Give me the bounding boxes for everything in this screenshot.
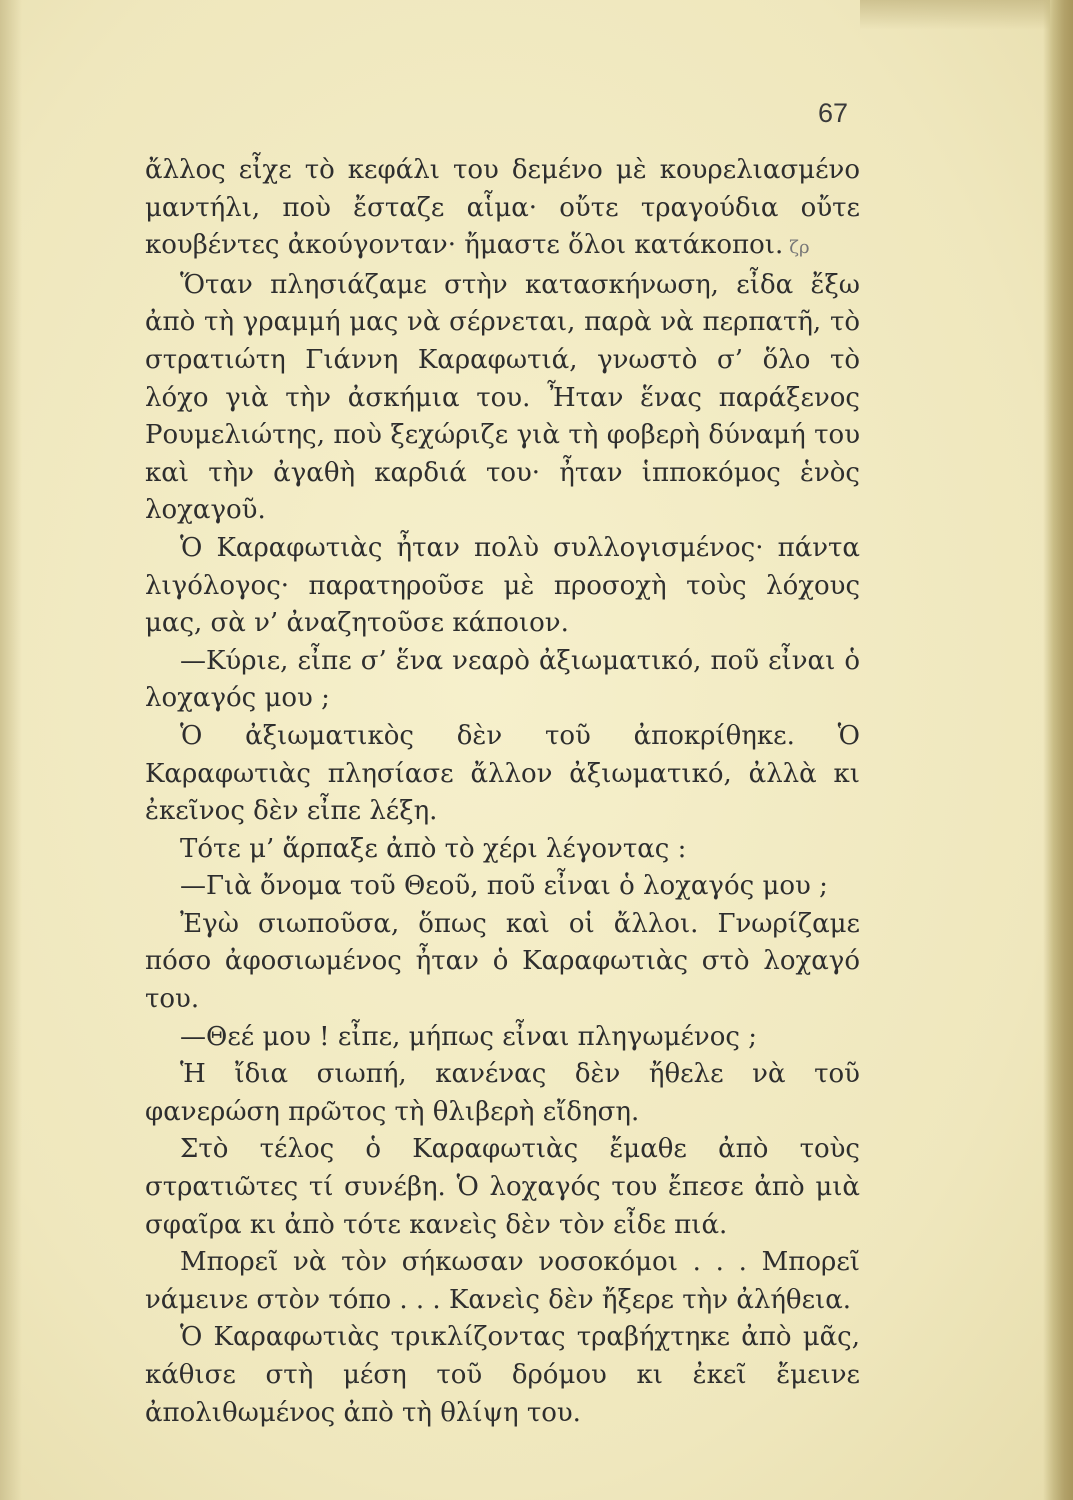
- paragraph: Μπορεῖ νὰ τὸν σήκωσαν νοσοκόμοι . . . Μπορεῖ νάμεινε στὸν τόπο . . . Κανεὶς δὲν ἤξερε τὴν ἀλήθεια.: [145, 1247, 860, 1315]
- paragraph: Στὸ τέλος ὁ Καραφωτιὰς ἔμαθε ἀπὸ τοὺς στρατιῶτες τί συνέβη. Ὁ λοχαγός του ἔπεσε ἀπὸ μιὰ σφαῖρα κι ἀπὸ τότε κανεὶς δὲν τὸν εἶδε πιά.: [145, 1134, 860, 1240]
- spine-shadow: [0, 0, 22, 1500]
- paragraph: Ὁ Καραφωτιὰς ἦταν πολὺ συλλογισμένος· πάντα λιγόλογος· παρατηροῦσε μὲ προσοχὴ τοὺς λόχους μας, σὰ ν’ ἀναζητοῦσε κάποιον.: [145, 532, 860, 639]
- body-text: [145, 152, 860, 1432]
- paragraph: —Θεέ μου ! εἶπε, μήπως εἶναι πληγωμένος ;: [180, 1021, 757, 1052]
- page-edge: [1043, 0, 1073, 1500]
- paragraph-text: ἄλλος εἶχε τὸ κεφάλι του δεμένο μὲ κουρελιασμένο μαντήλι, ποὺ ἔσταζε αἷμα· οὔτε τραγούδια οὔτε κουβέντες ἀκούγονταν· ἤμαστε ὅλοι κατάκοποι.: [145, 155, 860, 261]
- paragraph: Ἡ ἴδια σιωπή, κανένας δὲν ἤθελε νὰ τοῦ φανερώση πρῶτος τὴ θλιβερὴ εἴδηση.: [145, 1059, 860, 1127]
- paragraph: [145, 152, 860, 267]
- paragraph: Ὅταν πλησιάζαμε στὴν κατασκήνωση, εἶδα ἔξω ἀπὸ τὴ γραμμή μας νὰ σέρνεται, παρὰ νὰ περπατῆ, τὸ στρατιώτη Γιάννη Καραφωτιά, γνωστὸ σ’ ὅλο τὸ λόχο γιὰ τὴν ἀσκήμια του. Ἦταν ἕνας παράξενος Ρουμελιώτης, ποὺ ξεχώριζε γιὰ τὴ φοβερὴ δύναμή του καὶ τὴν ἀγαθὴ καρδιά του· ἦταν ἱπποκόμος ἑνὸς λοχαγοῦ.: [145, 269, 860, 526]
- page-number: 67: [818, 98, 849, 128]
- page-stain: [860, 0, 1050, 30]
- paragraph: —Κύριε, εἶπε σ’ ἕνα νεαρὸ ἀξιωματικό, ποῦ εἶναι ὁ λοχαγός μου ;: [145, 645, 860, 714]
- paragraph: —Γιὰ ὄνομα τοῦ Θεοῦ, ποῦ εἶναι ὁ λοχαγός μου ;: [180, 871, 828, 902]
- paragraph: Ἐγὼ σιωποῦσα, ὅπως καὶ οἱ ἄλλοι. Γνωρίζαμε πόσο ἀφοσιωμένος ἦταν ὁ Καραφωτιὰς στὸ λοχαγό του.: [145, 908, 860, 1015]
- paragraph: Ὁ ἀξιωματικὸς δὲν τοῦ ἀποκρίθηκε. Ὁ Καραφωτιὰς πλησίασε ἄλλον ἀξιωματικό, ἀλλὰ κι ἐκεῖνος δὲν εἶπε λέξη.: [145, 720, 860, 827]
- paragraph: Ὁ Καραφωτιὰς τρικλίζοντας τραβήχτηκε ἀπὸ μᾶς, κάθισε στὴ μέση τοῦ δρόμου κι ἐκεῖ ἔμεινε ἀπολιθωμένος ἀπὸ τὴ θλίψη του.: [145, 1322, 860, 1428]
- paragraph: Τότε μ’ ἅρπαξε ἀπὸ τὸ χέρι λέγοντας :: [180, 833, 687, 864]
- margin-note: ζρ: [789, 237, 810, 259]
